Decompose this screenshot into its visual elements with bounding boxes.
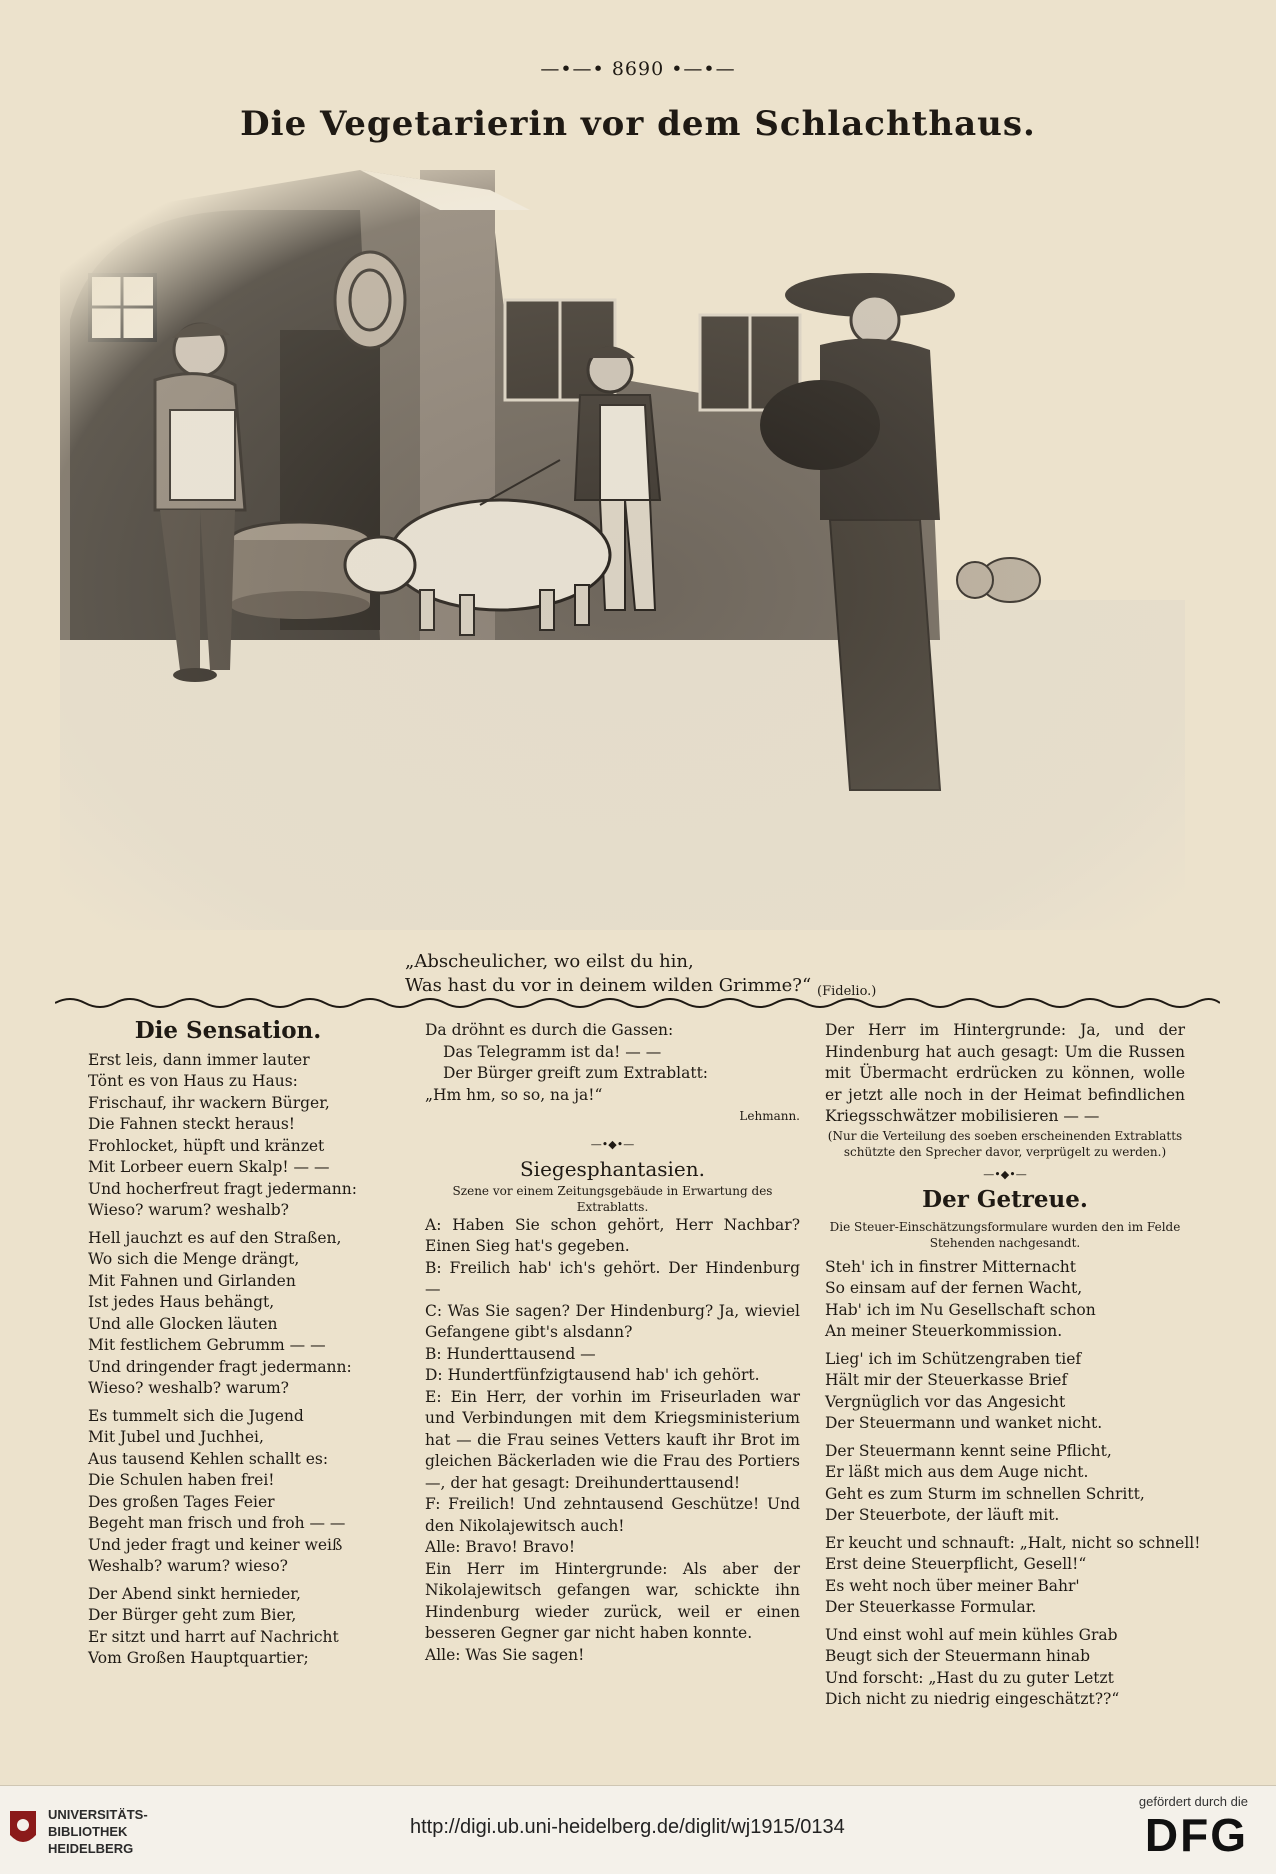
verse-line: Da dröhnt es durch die Gassen:: [425, 1021, 674, 1039]
poem-subtitle: Die Steuer-Einschätzungsformulare wurden den im Felde Stehenden nachgesandt.: [829, 1219, 1181, 1250]
dialogue-line: B: Freilich hab' ich's gehört. Der Hindenburg —: [425, 1258, 800, 1298]
university-name-line: UNIVERSITÄTS-: [48, 1807, 148, 1822]
university-seal-icon: [8, 1809, 38, 1849]
verse-line: Der Steuermann und wanket nicht.: [825, 1414, 1103, 1432]
verse-line: Der Steuerkasse Formular.: [825, 1598, 1037, 1616]
page-number-ornament-left: —•—•: [540, 58, 605, 80]
verse-line: Und hocherfreut fragt jedermann:: [88, 1179, 357, 1198]
verse-line: Hält mir der Steuerkasse Brief: [825, 1371, 1068, 1389]
verse-line: Und einst wohl auf mein kühles Grab: [825, 1625, 1118, 1644]
verse-line: Es weht noch über meiner Bahr': [825, 1576, 1080, 1595]
verse-line: Es tummelt sich die Jugend: [88, 1406, 304, 1425]
university-library-logo: [48, 1806, 148, 1857]
author-signature: Lehmann.: [739, 1109, 800, 1123]
verse-line: Des großen Tages Feier: [88, 1492, 275, 1511]
verse-line: Dich nicht zu niedrig eingeschätzt??“: [825, 1690, 1120, 1708]
dialogue-line: C: Was Sie sagen? Der Hindenburg? Ja, wieviel Gefangene gibt's alsdann?: [425, 1301, 800, 1341]
stanza: [825, 1625, 1185, 1711]
slaughterhouse-drawing: [60, 170, 1185, 930]
verse-line: Vom Großen Hauptquartier;: [88, 1649, 309, 1667]
verse-line: Hab' ich im Nu Gesellschaft schon: [825, 1300, 1096, 1319]
funding-note: gefördert durch die: [1138, 1794, 1248, 1809]
verse-line: Steh' ich in finstrer Mitternacht: [825, 1257, 1077, 1276]
dialogue-line: E: Ein Herr, der vorhin im Friseurladen war und Verbindungen mit dem Kriegsministerium hat — die Frau seines Vetters kauft ihr Brot im gleichen Bäckerladen wie die Frau des Portiers —, der hat gesagt: Dreihunderttausend!: [425, 1387, 800, 1492]
stanza: [88, 1406, 368, 1578]
digitization-footer: [0, 1785, 1276, 1874]
column-sensation: [88, 1017, 368, 1676]
verse-line: Frohlocket, hüpft und kränzet: [88, 1136, 325, 1155]
dfg-wordmark: DFG: [1144, 1809, 1248, 1861]
poem-title-getreue: Der Getreue.: [922, 1186, 1088, 1213]
verse-line: Begeht man frisch und froh — —: [88, 1514, 346, 1532]
poem-title-sensation: Die Sensation.: [134, 1017, 322, 1044]
verse-line: An meiner Steuerkommission.: [825, 1322, 1063, 1340]
verse-line: Tönt es von Haus zu Haus:: [88, 1072, 298, 1090]
verse-line: Wo sich die Menge drängt,: [88, 1250, 300, 1268]
verse-line: Der Steuermann kennt seine Pflicht,: [825, 1441, 1112, 1460]
dialogue-line: A: Haben Sie schon gehört, Herr Nachbar? Einen Sieg hat's gegeben.: [425, 1215, 800, 1255]
verse-line: Frischauf, ihr wackern Bürger,: [88, 1093, 330, 1112]
page-title: Die Vegetarierin vor dem Schlachthaus.: [240, 104, 1036, 144]
verse-line: Der Steuerbote, der läuft mit.: [825, 1506, 1060, 1524]
verse-line: Mit Lorbeer euern Skalp! — —: [88, 1158, 330, 1176]
stanza: [825, 1441, 1185, 1527]
verse-line: Das Telegramm ist da! — —: [443, 1042, 662, 1061]
stanza: [825, 1533, 1201, 1619]
verse-line: Und jeder fragt und keiner weiß: [88, 1535, 343, 1554]
verse-line: Ist jedes Haus behängt,: [88, 1293, 275, 1311]
verse-line: Erst leis, dann immer lauter: [88, 1050, 310, 1069]
verse-line: „Hm hm, so so, na ja!“: [425, 1085, 603, 1104]
dfg-logo: [1139, 1794, 1248, 1861]
dialogue-line: Alle: Bravo! Bravo!: [425, 1538, 576, 1556]
verse-line: Und alle Glocken läuten: [88, 1314, 278, 1333]
caption-source: (Fidelio.): [817, 984, 877, 999]
page-number-text: 8690: [611, 58, 665, 80]
verse-line: Die Schulen haben frei!: [88, 1471, 275, 1489]
verse-line: Mit Fahnen und Girlanden: [88, 1271, 296, 1290]
illustration-caption: [405, 950, 905, 998]
stanza: [825, 1349, 1185, 1435]
section-subtitle: Szene vor einem Zeitungsgebäude in Erwartung des Extrablatts.: [452, 1183, 773, 1214]
column-getreue: [825, 1020, 1201, 1717]
verse-line: Er keucht und schnauft: „Halt, nicht so schnell!: [825, 1533, 1201, 1552]
verse-line: Aus tausend Kehlen schallt es:: [88, 1449, 329, 1468]
section-separator: —•◆•—: [983, 1167, 1027, 1181]
page-number-ornament-right: •—•—: [671, 58, 736, 80]
verse-line: So einsam auf der fernen Wacht,: [825, 1279, 1083, 1297]
verse-line: Der Bürger geht zum Bier,: [88, 1606, 297, 1624]
verse-line: Und forscht: „Hast du zu guter Letzt: [825, 1668, 1114, 1687]
stage-note: (Nur die Verteilung des soeben erscheinenden Extrablatts schützte den Sprecher davor, verprügelt zu werden.): [827, 1128, 1183, 1159]
verse-line: Und dringender fragt jedermann:: [88, 1357, 352, 1376]
dialogue-line: B: Hunderttausend —: [425, 1344, 596, 1363]
column-siegesphantasien: [425, 1020, 800, 1666]
verse-line: Der Abend sinkt hernieder,: [88, 1584, 301, 1603]
dialogue-line: Alle: Was Sie sagen!: [425, 1645, 585, 1664]
caption-line-2: Was hast du vor in deinem wilden Grimme?“: [405, 975, 812, 996]
dialogue-line: Der Herr im Hintergrunde: Ja, und der Hindenburg hat auch gesagt: Um die Russen mit Übermacht erdrücken zu können, wolle er jetzt alle noch in der Heimat befindlichen Kriegsschwätzer mobilisieren — —: [825, 1021, 1185, 1125]
verse-line: Wieso? weshalb? warum?: [88, 1379, 289, 1397]
verse-line: Weshalb? warum? wieso?: [88, 1557, 288, 1575]
verse-line: Der Bürger greift zum Extrablatt:: [443, 1064, 709, 1082]
section-title-siegesphantasien: Siegesphantasien.: [519, 1157, 706, 1181]
stanza: [425, 1020, 800, 1128]
stanza: [825, 1257, 1185, 1343]
verse-line: Wieso? warum? weshalb?: [88, 1201, 289, 1219]
page-number: [0, 58, 1276, 80]
verse-line: Beugt sich der Steuermann hinab: [825, 1647, 1091, 1665]
illustration: [60, 170, 1185, 930]
verse-line: Hell jauchzt es auf den Straßen,: [88, 1228, 342, 1247]
verse-line: Erst deine Steuerpflicht, Gesell!“: [825, 1555, 1087, 1573]
university-name-line: HEIDELBERG: [48, 1841, 134, 1856]
stanza: [88, 1228, 368, 1400]
verse-line: Mit festlichem Gebrumm — —: [88, 1336, 326, 1354]
section-separator: —•◆•—: [590, 1137, 635, 1151]
caption-line-1: „Abscheulicher, wo eilst du hin,: [405, 951, 694, 972]
verse-line: Vergnüglich vor das Angesicht: [825, 1392, 1066, 1411]
verse-line: Er läßt mich aus dem Auge nicht.: [825, 1463, 1089, 1481]
dialogue-line: D: Hundertfünfzigtausend hab' ich gehört.: [425, 1366, 760, 1384]
verse-line: Lieg' ich im Schützengraben tief: [825, 1349, 1082, 1368]
ornamental-divider: [55, 995, 1220, 1011]
university-name-line: BIBLIOTHEK: [48, 1824, 128, 1839]
dialogue-line: Ein Herr im Hintergrunde: Als aber der Nikolajewitsch gefangen war, schickte ihn Hindenburg wieder zurück, weil er einen besseren Gegner gar nicht haben konnte.: [425, 1559, 800, 1642]
stanza: [88, 1584, 368, 1670]
verse-line: Er sitzt und harrt auf Nachricht: [88, 1627, 339, 1646]
stanza: [88, 1050, 368, 1222]
verse-line: Die Fahnen steckt heraus!: [88, 1115, 296, 1133]
verse-line: Mit Jubel und Juchhei,: [88, 1428, 264, 1446]
verse-line: Geht es zum Sturm im schnellen Schritt,: [825, 1484, 1145, 1503]
dialogue-line: F: Freilich! Und zehntausend Geschütze! Und den Nikolajewitsch auch!: [425, 1495, 800, 1535]
permalink-url[interactable]: http://digi.ub.uni-heidelberg.de/diglit/wj1915/0134: [410, 1816, 845, 1838]
